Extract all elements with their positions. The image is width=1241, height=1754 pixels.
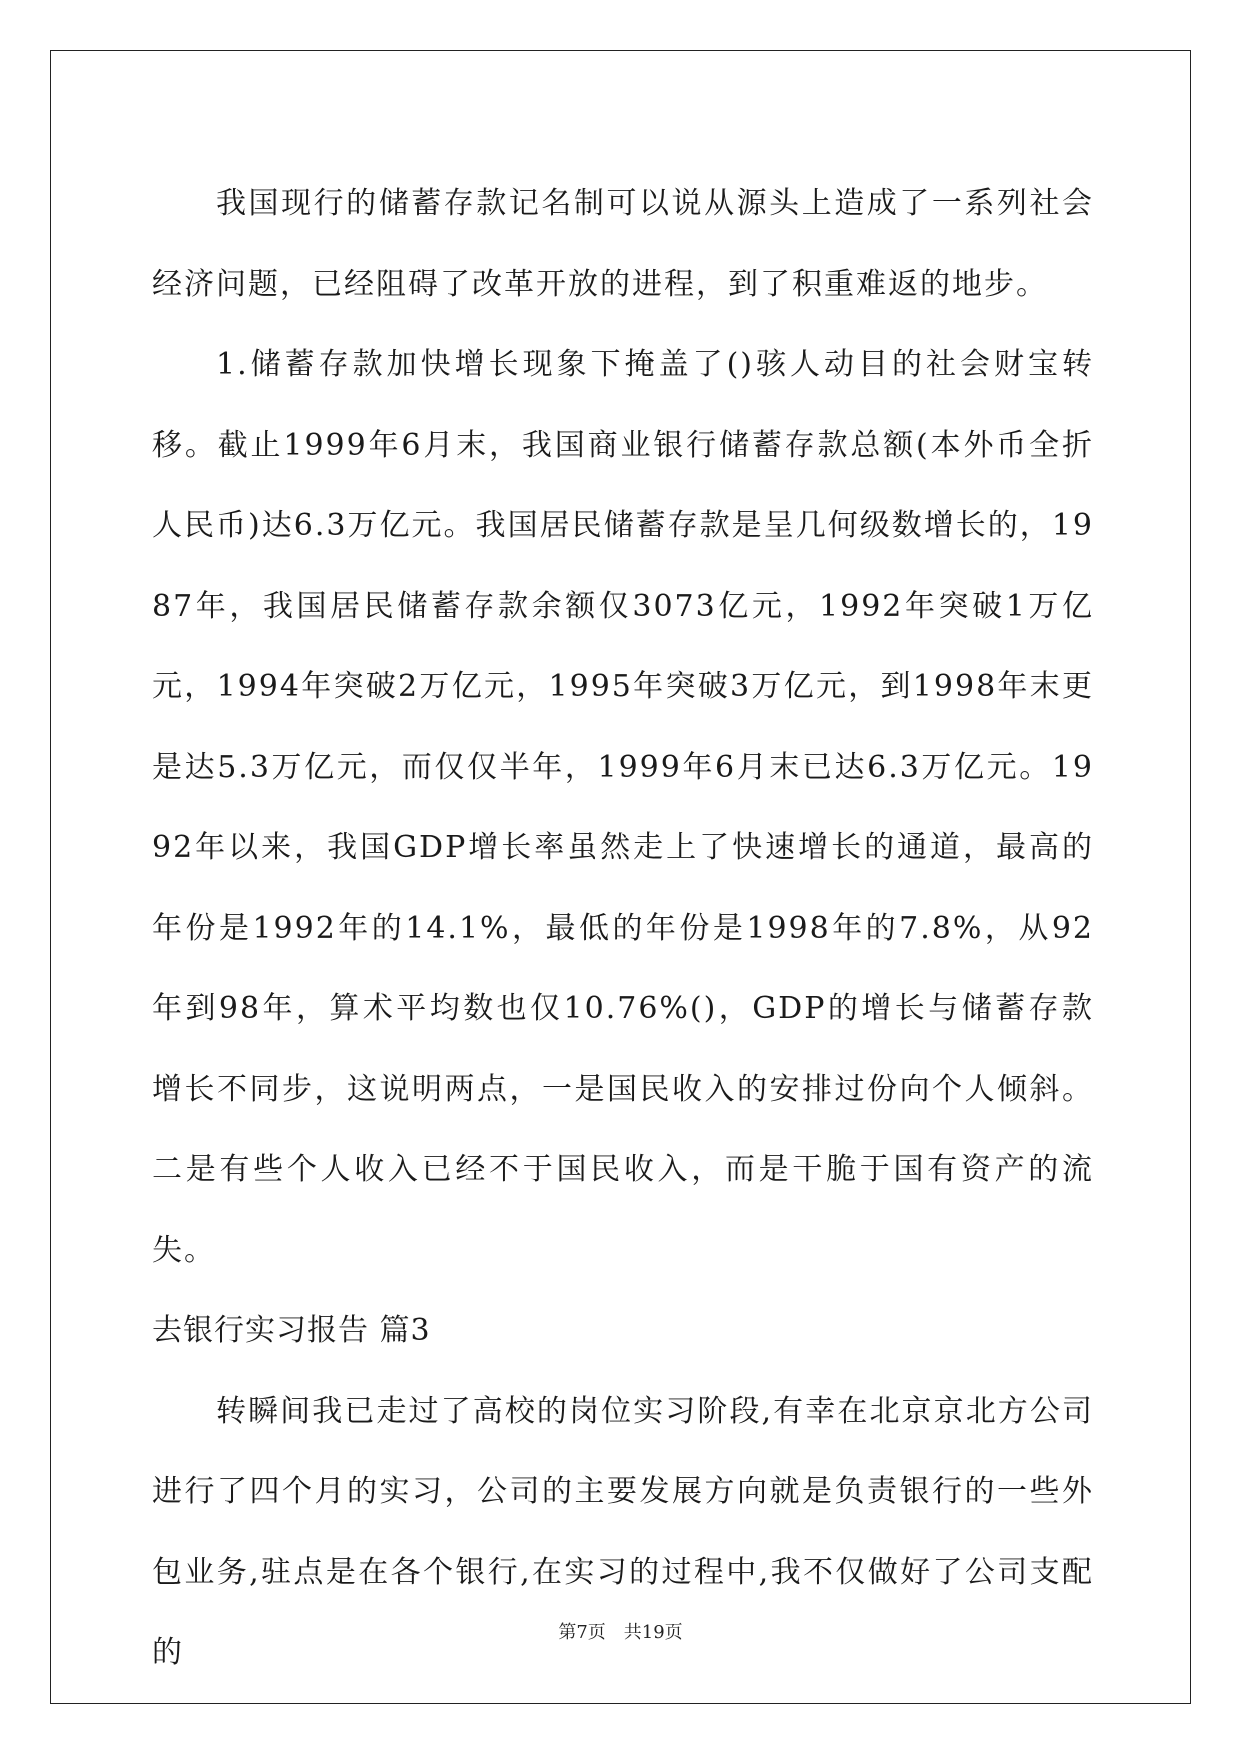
paragraph-savings-growth: 1.储蓄存款加快增长现象下掩盖了()骇人动目的社会财宝转移。截止1999年6月末，我国商业银行储蓄存款总额(本外币全折人民币)达6.3万亿元。我国居民储蓄存款是呈几何级数增长的，1987年，我国居民储蓄存款余额仅3073亿元，1992年突破1万亿元，1994年突破2万亿元，1995年突破3万亿元，到1998年末更是达5.3万亿元，而仅仅半年，1999年6月末已达6.3万亿元。1992年以来，我国GDP增长率虽然走上了快速增长的通道，最高的年份是1992年的14.1%，最低的年份是1998年的7.8%，从92年到98年，算术平均数也仅10.76%()，GDP的增长与储蓄存款增长不同步，这说明两点，一是国民收入的安排过份向个人倾斜。二是有些个人收入已经不于国民收入，而是干脆于国有资产的流失。 <box>152 347 1094 1268</box>
footer-total-prefix: 共 <box>623 1622 642 1643</box>
footer-page-total: 19 <box>641 1622 665 1643</box>
footer-page-mid: 页 <box>587 1622 606 1643</box>
page-footer <box>0 1618 1241 1644</box>
section-heading: 去银行实习报告 篇3 <box>152 1313 431 1348</box>
footer-page-current: 7 <box>576 1622 588 1643</box>
footer-page-prefix: 第 <box>558 1622 577 1643</box>
document-body <box>152 164 1094 1694</box>
paragraph-record-system: 我国现行的储蓄存款记名制可以说从源头上造成了一系列社会经济问题，已经阻碍了改革开放的进程，到了积重难返的地步。 <box>152 186 1094 302</box>
footer-total-suffix: 页 <box>664 1622 683 1643</box>
paragraph-internship: 转瞬间我已走过了高校的岗位实习阶段,有幸在北京京北方公司进行了四个月的实习，公司的主要发展方向就是负责银行的一些外包业务,驻点是在各个银行,在实习的过程中,我不仅做好了公司支配的 <box>152 1393 1094 1670</box>
